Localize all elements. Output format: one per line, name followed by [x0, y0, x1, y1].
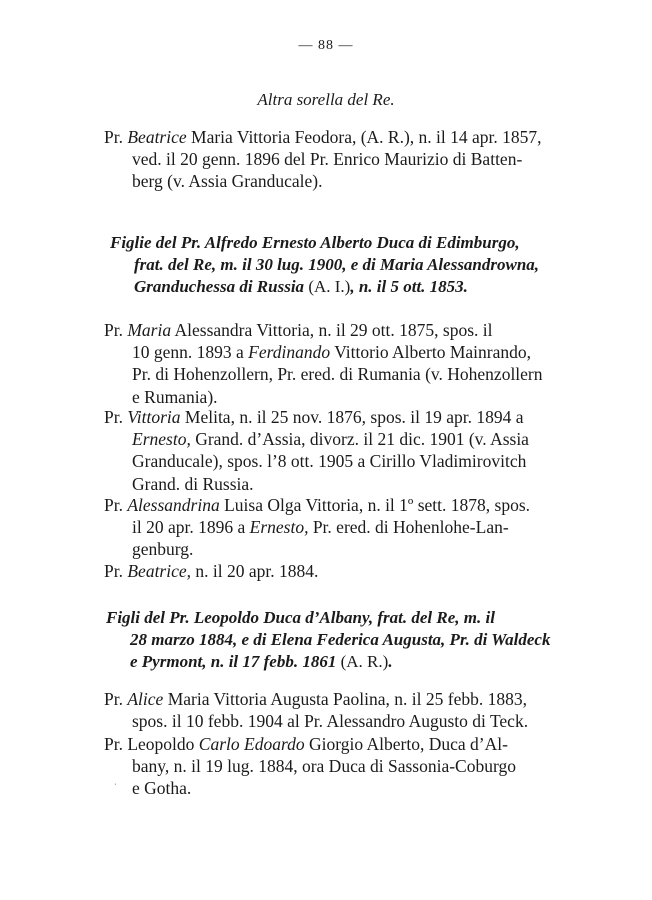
prefix: Pr.: [104, 127, 128, 147]
entry-beatrice: [104, 126, 604, 193]
entry-text: n. il 20 apr. 1884.: [191, 561, 319, 581]
name-italic: Ferdinando: [248, 342, 331, 363]
name-italic: Alessandrina: [127, 495, 220, 515]
entry-line: bany, n. il 19 lug. 1884, ora Duca di Sassonia-Coburgo: [132, 756, 516, 777]
page-number: — 88 —: [298, 38, 354, 53]
heading-line: 28 marzo 1884, e di Elena Federica Augusta, Pr. di Waldeck: [130, 630, 551, 650]
entry-line: [104, 341, 604, 363]
entry-line: [104, 560, 604, 582]
ink-speck: ⋅: [114, 780, 117, 789]
name-italic: Beatrice,: [127, 561, 192, 581]
name-italic: Alice: [127, 689, 164, 709]
prefix: Pr. Leopoldo: [104, 734, 199, 754]
heading-line: frat. del Re, m. il 30 lug. 1900, e di Maria Alessandrowna,: [134, 255, 540, 275]
entry-line: Pr. di Hohenzollern, Pr. ered. di Rumania (v. Hohenzollern: [132, 364, 543, 385]
name-italic: Carlo Edoardo: [198, 734, 305, 754]
entry-line: Granducale), spos. l’8 ott. 1905 a Cirillo Vladimirovitch: [132, 451, 527, 472]
entry-text: 10 genn. 1893 a: [132, 342, 249, 363]
heading-text: , n. il 5 ott. 1853.: [350, 277, 468, 297]
entry-line: spos. il 10 febb. 1904 al Pr. Alessandro Augusto di Teck.: [132, 711, 529, 732]
entry-text: Maria Vittoria Augusta Paolina, n. il 25 febb. 1883,: [163, 689, 527, 709]
entry-line: ved. il 20 genn. 1896 del Pr. Enrico Maurizio di Batten-: [132, 149, 523, 170]
prefix: Pr.: [104, 407, 128, 427]
name-italic: Maria: [127, 320, 172, 340]
heading-line: [110, 276, 610, 298]
prefix: Pr.: [104, 689, 128, 709]
name-italic: Beatrice: [127, 127, 187, 147]
section-heading-leopoldo: [106, 607, 606, 674]
entry-text: Luisa Olga Vittoria, n. il 1º sett. 1878, spos.: [219, 495, 531, 515]
heading-text: (A. R.): [340, 652, 389, 672]
entry-text: il 20 apr. 1896 a: [132, 517, 250, 538]
heading-text: (A. I.): [308, 277, 351, 297]
entry-leopoldo: [104, 733, 604, 800]
heading-text: .: [388, 652, 393, 672]
entry-maria: [104, 319, 604, 408]
entry-text: Grand. d’Assia, divorz. il 21 dic. 1901 (v. Assia: [190, 429, 529, 450]
entry-line: [104, 126, 604, 148]
entry-line: [104, 516, 604, 538]
prefix: Pr.: [104, 495, 128, 515]
entry-line: [104, 688, 604, 710]
entry-text: Alessandra Vittoria, n. il 29 ott. 1875, spos. il: [171, 320, 493, 340]
section-heading-sister: Altra sorella del Re.: [257, 90, 395, 109]
entry-text: Melita, n. il 25 nov. 1876, spos. il 19 apr. 1894 a: [180, 407, 524, 427]
heading-text: e Pyrmont, n. il 17 febb. 1861: [130, 652, 341, 672]
section-heading-alfredo: [110, 232, 610, 299]
name-italic: Ernesto,: [249, 517, 309, 538]
name-italic: Vittoria: [127, 407, 181, 427]
entry-line: [104, 428, 604, 450]
entry-line: berg (v. Assia Granducale).: [132, 171, 323, 192]
entry-text: Pr. ered. di Hohenlohe-Lan-: [308, 517, 509, 538]
name-italic: Ernesto,: [132, 429, 191, 450]
entry-line: e Gotha.: [132, 778, 192, 799]
prefix: Pr.: [104, 320, 128, 340]
entry-line: [104, 733, 604, 755]
entry-line: Grand. di Russia.: [132, 473, 254, 494]
heading-text: Granduchessa di Russia: [134, 277, 309, 297]
entry-text: Maria Vittoria Feodora, (A. R.), n. il 14 apr. 1857,: [186, 127, 542, 147]
heading-line: Figli del Pr. Leopoldo Duca d’Albany, frat. del Re, m. il: [106, 608, 495, 627]
entry-line: [104, 494, 604, 516]
entry-text: Vittorio Alberto Mainrando,: [330, 342, 531, 363]
prefix: Pr.: [104, 561, 128, 581]
entry-vittoria: [104, 406, 604, 495]
entry-alessandrina: [104, 494, 604, 561]
entry-beatrice-2: [104, 560, 604, 582]
heading-line: [106, 651, 606, 673]
entry-line: [104, 319, 604, 341]
entry-text: Giorgio Alberto, Duca d’Al-: [304, 734, 508, 754]
entry-line: e Rumania).: [132, 386, 218, 407]
entry-alice: [104, 688, 604, 732]
entry-line: genburg.: [132, 539, 194, 560]
heading-line: Figlie del Pr. Alfredo Ernesto Alberto Duca di Edimburgo,: [110, 233, 520, 252]
entry-line: [104, 406, 604, 428]
